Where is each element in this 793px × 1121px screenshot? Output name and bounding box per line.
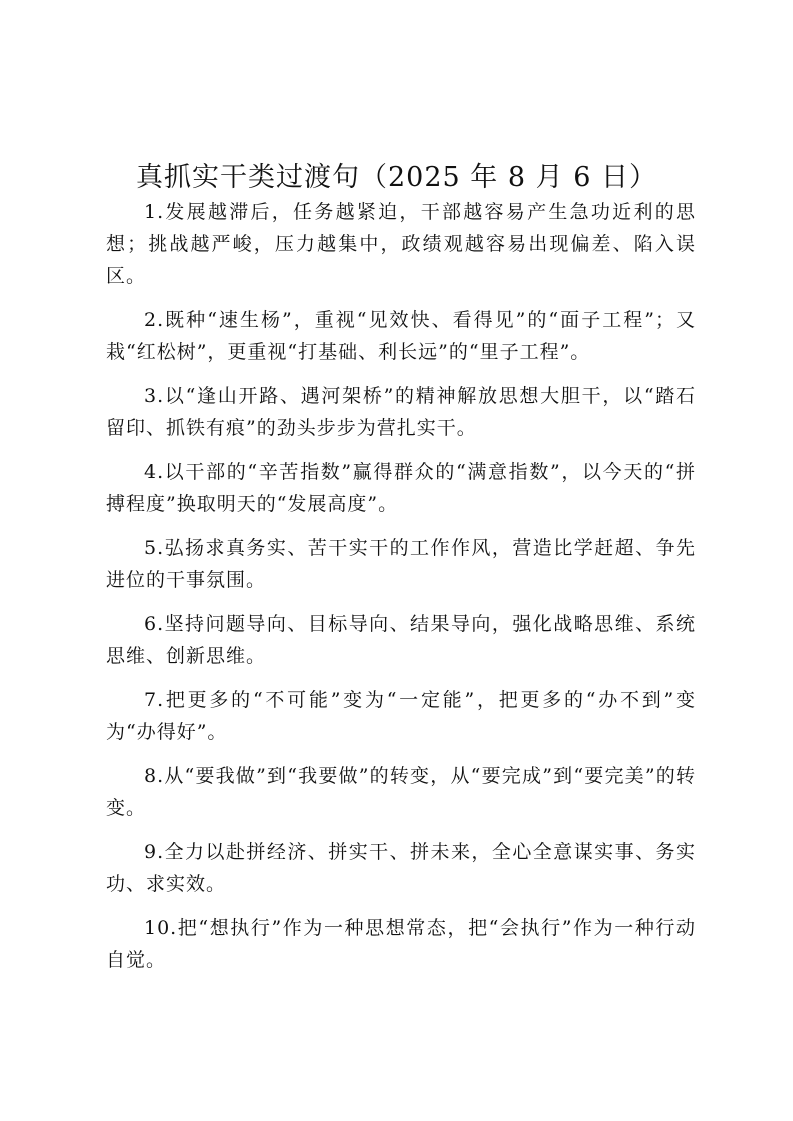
- paragraph-10: 10.把“想执行”作为一种思想常态，把“会执行”作为一种行动自觉。: [106, 917, 696, 971]
- page-title: 真抓实干类过渡句（2025 年 8 月 6 日）: [136, 162, 657, 194]
- paragraph-8: 8.从“要我做”到“我要做”的转变，从“要完成”到“要完美”的转变。: [106, 765, 696, 819]
- paragraph-2: 2.既种“速生杨”，重视“见效快、看得见”的“面子工程”；又栽“红松树”，更重视“打基础、利长远”的“里子工程”。: [106, 309, 696, 363]
- paragraph-4: 4.以干部的“辛苦指数”赢得群众的“满意指数”，以今天的“拼搏程度”换取明天的“发展高度”。: [106, 461, 696, 515]
- paragraph-9: 9.全力以赴拼经济、拼实干、拼未来，全心全意谋实事、务实功、求实效。: [106, 841, 696, 895]
- paragraph-7: 7.把更多的“不可能”变为“一定能”，把更多的“办不到”变为“办得好”。: [106, 689, 696, 743]
- paragraph-6: 6.坚持问题导向、目标导向、结果导向，强化战略思维、系统思维、创新思维。: [106, 613, 696, 667]
- paragraph-5: 5.弘扬求真务实、苦干实干的工作作风，营造比学赶超、争先进位的干事氛围。: [106, 537, 696, 591]
- document-body: [106, 196, 696, 988]
- paragraph-1: 1.发展越滞后，任务越紧迫，干部越容易产生急功近利的思想；挑战越严峻，压力越集中，政绩观越容易出现偏差、陷入误区。: [106, 201, 696, 287]
- paragraph-3: 3.以“逢山开路、遇河架桥”的精神解放思想大胆干，以“踏石留印、抓铁有痕”的劲头步步为营扎实干。: [106, 385, 696, 439]
